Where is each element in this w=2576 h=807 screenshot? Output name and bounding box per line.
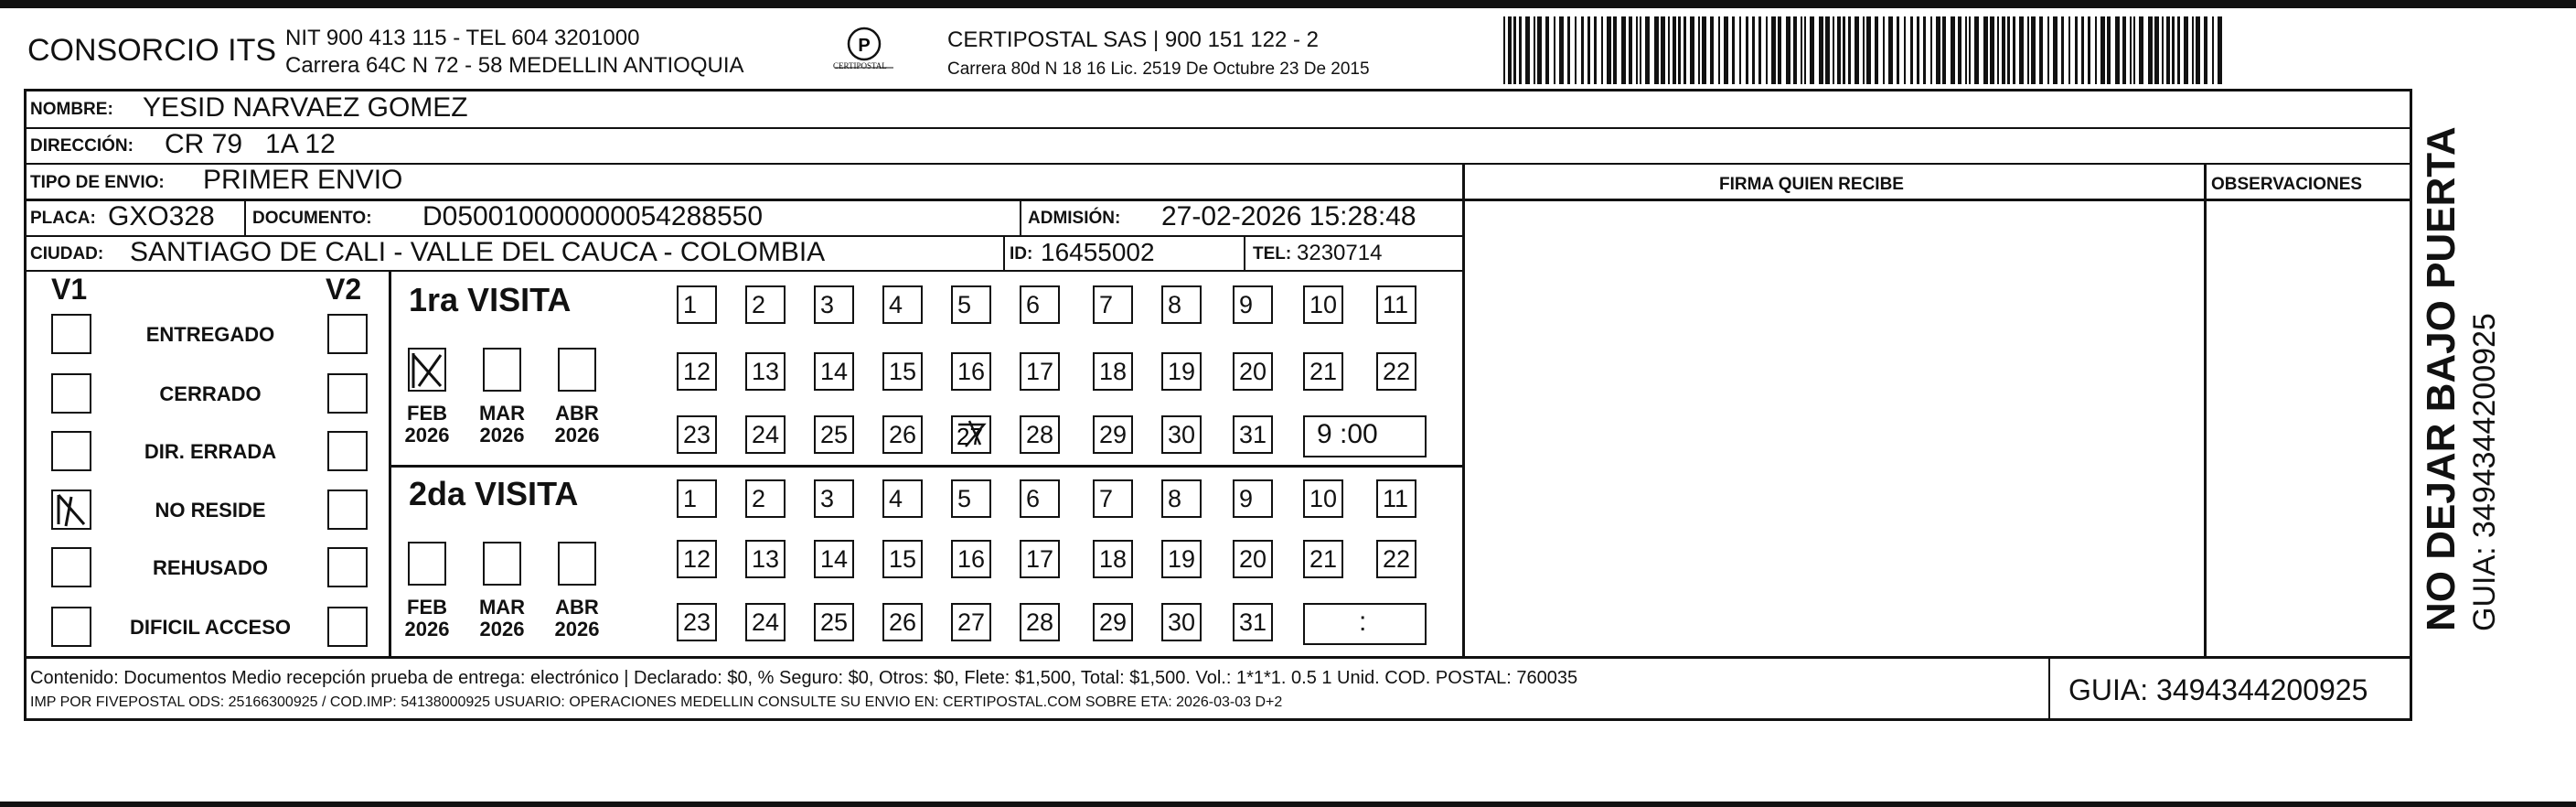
first-visit-time: 9 :00 bbox=[1317, 419, 1378, 449]
barcode-bar bbox=[2088, 16, 2090, 84]
barcode-bar bbox=[1525, 16, 1530, 84]
tel-value: 3230714 bbox=[1297, 241, 1383, 265]
barcode-bar bbox=[1997, 16, 1999, 84]
status-v1-checkbox[interactable] bbox=[51, 547, 91, 587]
barcode-bar bbox=[1724, 16, 1728, 84]
barcode-bar bbox=[1698, 16, 1700, 84]
tel-label: TEL: bbox=[1253, 244, 1292, 264]
barcode-bar bbox=[1629, 16, 1632, 84]
barcode-bar bbox=[2148, 16, 2153, 84]
side-guia: GUIA: 3494344200925 bbox=[2467, 313, 2502, 631]
barcode-bar bbox=[1537, 16, 1542, 84]
first-visit-day-box[interactable]: 15 bbox=[882, 352, 923, 391]
second-visit-day-box[interactable]: 25 bbox=[814, 603, 854, 641]
v2-label: V2 bbox=[326, 273, 362, 306]
barcode-bar bbox=[1766, 16, 1768, 84]
second-visit-day-box[interactable]: 5 bbox=[951, 479, 991, 518]
second-visit-title: 2da VISITA bbox=[409, 475, 579, 512]
second-month-label: FEB bbox=[407, 596, 447, 619]
barcode-bar bbox=[1534, 16, 1535, 84]
barcode-bar bbox=[2039, 16, 2043, 84]
documento-value: D050010000000054288550 bbox=[422, 201, 764, 231]
second-visit-day-box[interactable]: 9 bbox=[1233, 479, 1273, 518]
first-month-year: 2026 bbox=[554, 424, 600, 447]
first-visit-title: 1ra VISITA bbox=[409, 281, 572, 318]
barcode-bar bbox=[1904, 16, 1906, 84]
second-visit-day-box[interactable]: 14 bbox=[814, 540, 854, 578]
second-visit-day-box[interactable]: 12 bbox=[677, 540, 717, 578]
barcode-bar bbox=[1758, 16, 1761, 84]
status-v1-checkbox[interactable] bbox=[51, 490, 91, 530]
barcode-bar bbox=[2130, 16, 2132, 84]
barcode-bar bbox=[2068, 16, 2070, 84]
barcode-bar bbox=[1508, 16, 1512, 84]
status-label: DIR. ERRADA bbox=[144, 440, 277, 463]
barcode-bar bbox=[2053, 16, 2058, 84]
barcode-bar bbox=[1793, 16, 1797, 84]
frame-left bbox=[24, 89, 27, 720]
first-visit-day-box[interactable]: 8 bbox=[1161, 285, 1202, 324]
barcode-bar bbox=[1718, 16, 1720, 84]
barcode-bar bbox=[1678, 16, 1681, 84]
first-visit-day-box[interactable]: 21 bbox=[1303, 352, 1343, 391]
second-month-box-feb[interactable] bbox=[408, 542, 446, 586]
svg-text:27: 27 bbox=[957, 423, 983, 450]
barcode-bar bbox=[1965, 16, 1967, 84]
status-label: NO RESIDE bbox=[155, 499, 266, 522]
barcode-bar bbox=[1990, 16, 1994, 84]
first-visit-day-box[interactable]: 5 bbox=[951, 285, 991, 324]
first-visit-day-box[interactable]: 9 bbox=[1233, 285, 1273, 324]
second-visit-day-box[interactable]: 13 bbox=[745, 540, 786, 578]
first-month-box-mar[interactable] bbox=[483, 348, 521, 392]
barcode-bar bbox=[2019, 16, 2024, 84]
first-visit-day-box[interactable]: 17 bbox=[1020, 352, 1060, 391]
barcode-bar bbox=[1804, 16, 1806, 84]
first-visit-day-box[interactable]: 26 bbox=[882, 415, 923, 454]
barcode-bar bbox=[1983, 16, 1988, 84]
barcode-bar bbox=[2122, 16, 2126, 84]
status-v2-checkbox[interactable] bbox=[327, 431, 368, 471]
barcode-bar bbox=[1848, 16, 1851, 84]
second-month-label: ABR bbox=[555, 596, 599, 619]
barcode-bar bbox=[2061, 16, 2064, 84]
status-v2-checkbox[interactable] bbox=[327, 373, 368, 414]
first-visit-day-box[interactable]: 11 bbox=[1376, 285, 1416, 324]
barcode-bar bbox=[1621, 16, 1626, 84]
barcode-bar bbox=[2100, 16, 2105, 84]
second-visit-day-box[interactable]: 4 bbox=[882, 479, 923, 518]
second-visit-day-box[interactable]: 29 bbox=[1093, 603, 1133, 641]
barcode-bar bbox=[1819, 16, 1823, 84]
second-visit-day-box[interactable]: 23 bbox=[677, 603, 717, 641]
company-nit: NIT 900 413 115 - TEL 604 3201000 bbox=[285, 26, 640, 50]
second-visit-day-box[interactable]: 3 bbox=[814, 479, 854, 518]
status-label: CERRADO bbox=[159, 382, 262, 405]
admision-label: ADMISIÓN: bbox=[1028, 209, 1121, 228]
barcode-bar bbox=[1702, 16, 1706, 84]
first-visit-day-box[interactable]: 7 bbox=[1093, 285, 1133, 324]
v1-label: V1 bbox=[51, 273, 88, 306]
status-v2-checkbox[interactable] bbox=[327, 607, 368, 647]
footer-imp: IMP POR FIVEPOSTAL ODS: 25166300925 / COD.IMP: 54138000925 USUARIO: OPERACIONES MEDELLIN CONSULTE SU ENVIO EN: CERTIPOSTAL.COM SOBRE ETA: 2026-03-03 D+2 bbox=[30, 694, 1283, 710]
barcode-bar bbox=[1771, 16, 1776, 84]
certipostal-logo-text: CERTIPOSTAL bbox=[833, 61, 887, 70]
barcode-bar bbox=[2027, 16, 2029, 84]
barcode-bar bbox=[1640, 16, 1641, 84]
first-month-label: ABR bbox=[555, 402, 599, 425]
svg-text:P: P bbox=[858, 36, 871, 56]
barcode-bar bbox=[2184, 16, 2188, 84]
barcode-bar bbox=[1778, 16, 1781, 84]
bottom-border bbox=[0, 802, 2576, 807]
first-visit-day-box[interactable]: 24 bbox=[745, 415, 786, 454]
frame-bottom bbox=[24, 718, 2412, 721]
placa-value: GXO328 bbox=[108, 201, 215, 231]
top-border bbox=[0, 0, 2576, 8]
first-visit-day-box[interactable]: 25 bbox=[814, 415, 854, 454]
barcode-bar bbox=[2218, 16, 2222, 84]
barcode-bar bbox=[2139, 16, 2143, 84]
doc-adm-divider bbox=[1020, 200, 1021, 235]
second-visit-day-box[interactable]: 11 bbox=[1376, 479, 1416, 518]
first-visit-day-box[interactable]: 18 bbox=[1093, 352, 1133, 391]
id-tel-divider bbox=[1244, 235, 1245, 270]
second-visit-day-box[interactable]: 21 bbox=[1303, 540, 1343, 578]
first-visit-day-box[interactable]: 30 bbox=[1161, 415, 1202, 454]
barcode-bar bbox=[1673, 16, 1676, 84]
obs-left-line bbox=[2204, 165, 2207, 657]
first-visit-day-box[interactable]: 1 bbox=[677, 285, 717, 324]
barcode-bar bbox=[1690, 16, 1694, 84]
first-month-box-abr[interactable] bbox=[558, 348, 596, 392]
barcode-bar bbox=[2154, 16, 2159, 84]
barcode-bar bbox=[1746, 16, 1748, 84]
first-visit-day-box[interactable]: 2 bbox=[745, 285, 786, 324]
barcode-bar bbox=[1503, 16, 1505, 84]
second-month-year: 2026 bbox=[554, 618, 600, 640]
barcode-bar bbox=[1863, 16, 1865, 84]
barcode-bar bbox=[2002, 16, 2005, 84]
second-month-box-abr[interactable] bbox=[558, 542, 596, 586]
row-line-5 bbox=[24, 270, 1463, 272]
status-v1-checkbox[interactable] bbox=[51, 373, 91, 414]
second-visit-day-box[interactable]: 10 bbox=[1303, 479, 1343, 518]
id-value: 16455002 bbox=[1041, 238, 1155, 266]
documento-label: DOCUMENTO: bbox=[252, 209, 372, 228]
barcode-bar bbox=[2212, 16, 2214, 84]
barcode bbox=[1500, 16, 2231, 84]
row-line-6 bbox=[24, 656, 2412, 659]
firma-header: FIRMA QUIEN RECIBE bbox=[1719, 175, 1904, 194]
ciudad-value: SANTIAGO DE CALI - VALLE DEL CAUCA - COLOMBIA bbox=[130, 237, 826, 267]
status-label: DIFICIL ACCESO bbox=[129, 616, 292, 639]
status-v1-checkbox[interactable] bbox=[51, 607, 91, 647]
first-visit-day-box[interactable]: 4 bbox=[882, 285, 923, 324]
status-v2-checkbox[interactable] bbox=[327, 547, 368, 587]
barcode-bar bbox=[2192, 16, 2194, 84]
first-visit-day-box[interactable]: 3 bbox=[814, 285, 854, 324]
second-visit-day-box[interactable]: 19 bbox=[1161, 540, 1202, 578]
barcode-bar bbox=[1668, 16, 1670, 84]
first-visit-day-box[interactable]: 14 bbox=[814, 352, 854, 391]
first-visit-day-box[interactable]: 20 bbox=[1233, 352, 1273, 391]
barcode-bar bbox=[2115, 16, 2120, 84]
second-month-year: 2026 bbox=[404, 618, 450, 640]
barcode-bar bbox=[2007, 16, 2010, 84]
barcode-bar bbox=[1837, 16, 1841, 84]
barcode-bar bbox=[1810, 16, 1814, 84]
first-visit-day-box[interactable]: 22 bbox=[1376, 352, 1416, 391]
first-visit-day-box[interactable]: 6 bbox=[1020, 285, 1060, 324]
barcode-bar bbox=[1601, 16, 1603, 84]
first-visit-day-box[interactable]: 16 bbox=[951, 352, 991, 391]
first-month-year: 2026 bbox=[404, 424, 450, 447]
barcode-bar bbox=[1917, 16, 1919, 84]
barcode-bar bbox=[1888, 16, 1893, 84]
frame-right bbox=[2410, 89, 2412, 720]
barcode-bar bbox=[1936, 16, 1940, 84]
barcode-bar bbox=[1958, 16, 1961, 84]
barcode-bar bbox=[2107, 16, 2111, 84]
company-address: Carrera 64C N 72 - 58 MEDELLIN ANTIOQUIA bbox=[285, 53, 744, 78]
first-month-label: MAR bbox=[478, 402, 526, 425]
barcode-bar bbox=[1969, 16, 1971, 84]
second-visit-day-box[interactable]: 1 bbox=[677, 479, 717, 518]
footer-guia: GUIA: 3494344200925 bbox=[2068, 673, 2368, 706]
observaciones-header: OBSERVACIONES bbox=[2211, 175, 2363, 194]
second-visit-day-box[interactable]: 8 bbox=[1161, 479, 1202, 518]
barcode-bar bbox=[1581, 16, 1584, 84]
barcode-bar bbox=[1645, 16, 1650, 84]
second-visit-day-box[interactable]: 24 bbox=[745, 603, 786, 641]
status-v2-checkbox[interactable] bbox=[327, 490, 368, 530]
status-label: REHUSADO bbox=[153, 556, 268, 579]
second-month-box-mar[interactable] bbox=[483, 542, 521, 586]
nombre-label: NOMBRE: bbox=[30, 100, 113, 119]
ciudad-id-divider bbox=[1003, 235, 1005, 270]
second-visit-day-box[interactable]: 22 bbox=[1376, 540, 1416, 578]
barcode-bar bbox=[2177, 16, 2180, 84]
tipo-envio-value: PRIMER ENVIO bbox=[203, 165, 403, 195]
barcode-bar bbox=[1710, 16, 1714, 84]
firma-left-line bbox=[1462, 165, 1465, 657]
first-visit-day-box[interactable]: 28 bbox=[1020, 415, 1060, 454]
barcode-bar bbox=[1974, 16, 1979, 84]
barcode-bar bbox=[2196, 16, 2200, 84]
barcode-bar bbox=[1825, 16, 1830, 84]
barcode-bar bbox=[2013, 16, 2015, 84]
barcode-bar bbox=[2204, 16, 2207, 84]
frame-top bbox=[24, 89, 2412, 91]
first-visit-day-box[interactable]: 29 bbox=[1093, 415, 1133, 454]
footer-contenido: Contenido: Documentos Medio recepción prueba de entrega: electrónico | Declarado: $0, % Seguro: $0, Otros: $0, Flete: $1,500, Total: $1,500. Vol.: 1*1*1. 0.5 1 Unid. COD. POSTAL: 760035 bbox=[30, 668, 1578, 688]
barcode-bar bbox=[2031, 16, 2036, 84]
barcode-bar bbox=[2162, 16, 2164, 84]
barcode-bar bbox=[2133, 16, 2135, 84]
second-visit-day-box[interactable]: 18 bbox=[1093, 540, 1133, 578]
barcode-bar bbox=[2081, 16, 2084, 84]
barcode-bar bbox=[1732, 16, 1735, 84]
status-visit-divider bbox=[389, 270, 391, 657]
barcode-bar bbox=[1559, 16, 1564, 84]
barcode-bar bbox=[1942, 16, 1946, 84]
company-name: CONSORCIO ITS bbox=[27, 33, 277, 68]
barcode-bar bbox=[1786, 16, 1790, 84]
second-visit-day-box[interactable]: 16 bbox=[951, 540, 991, 578]
second-month-label: MAR bbox=[478, 596, 526, 619]
status-v1-checkbox[interactable] bbox=[51, 431, 91, 471]
status-label: ENTREGADO bbox=[145, 323, 275, 346]
second-month-year: 2026 bbox=[479, 618, 525, 640]
second-visit-day-box[interactable]: 26 bbox=[882, 603, 923, 641]
first-month-label: FEB bbox=[407, 402, 447, 425]
barcode-bar bbox=[1801, 16, 1802, 84]
barcode-bar bbox=[1855, 16, 1859, 84]
barcode-bar bbox=[1930, 16, 1932, 84]
second-visit-time: : bbox=[1359, 607, 1367, 637]
status-v2-checkbox[interactable] bbox=[327, 314, 368, 354]
barcode-bar bbox=[2047, 16, 2049, 84]
second-visit-day-box[interactable]: 7 bbox=[1093, 479, 1133, 518]
barcode-bar bbox=[1661, 16, 1665, 84]
barcode-bar bbox=[1875, 16, 1878, 84]
second-visit-day-box[interactable]: 17 bbox=[1020, 540, 1060, 578]
second-visit-day-box[interactable]: 15 bbox=[882, 540, 923, 578]
barcode-bar bbox=[1883, 16, 1885, 84]
barcode-bar bbox=[1519, 16, 1522, 84]
barcode-bar bbox=[1613, 16, 1617, 84]
barcode-bar bbox=[1897, 16, 1899, 84]
side-no-dejar: NO DEJAR BAJO PUERTA bbox=[2419, 126, 2464, 631]
certipostal-logo bbox=[828, 24, 901, 79]
barcode-bar bbox=[1513, 16, 1516, 84]
barcode-bar bbox=[2172, 16, 2175, 84]
first-visit-day-box[interactable]: 12 bbox=[677, 352, 717, 391]
second-visit-day-box[interactable]: 28 bbox=[1020, 603, 1060, 641]
direccion-label: DIRECCIÓN: bbox=[30, 136, 134, 156]
barcode-bar bbox=[1910, 16, 1913, 84]
barcode-bar bbox=[1752, 16, 1755, 84]
barcode-bar bbox=[1554, 16, 1555, 84]
first-visit-day-box[interactable]: 31 bbox=[1233, 415, 1273, 454]
first-visit-day-box[interactable]: 23 bbox=[677, 415, 717, 454]
second-visit-day-box[interactable]: 30 bbox=[1161, 603, 1202, 641]
barcode-bar bbox=[1567, 16, 1570, 84]
barcode-bar bbox=[1607, 16, 1611, 84]
first-month-year: 2026 bbox=[479, 424, 525, 447]
barcode-bar bbox=[2075, 16, 2078, 84]
first-visit-day-box[interactable]: 10 bbox=[1303, 285, 1343, 324]
certipostal-line2: Carrera 80d N 18 16 Lic. 2519 De Octubre 23 De 2015 bbox=[947, 59, 1370, 79]
barcode-bar bbox=[1575, 16, 1577, 84]
barcode-bar bbox=[1739, 16, 1741, 84]
tipo-envio-label: TIPO DE ENVIO: bbox=[30, 173, 165, 192]
barcode-bar bbox=[2095, 16, 2097, 84]
placa-doc-divider bbox=[244, 200, 246, 235]
barcode-bar bbox=[1587, 16, 1590, 84]
direccion-value: CR 79 1A 12 bbox=[165, 129, 336, 159]
nombre-value: YESID NARVAEZ GOMEZ bbox=[143, 92, 468, 123]
ciudad-label: CIUDAD: bbox=[30, 244, 104, 264]
barcode-bar bbox=[1951, 16, 1955, 84]
placa-label: PLACA: bbox=[30, 209, 96, 228]
barcode-bar bbox=[1654, 16, 1659, 84]
certipostal-line1: CERTIPOSTAL SAS | 900 151 122 - 2 bbox=[947, 27, 1319, 52]
second-visit-day-box[interactable]: 6 bbox=[1020, 479, 1060, 518]
barcode-bar bbox=[1843, 16, 1845, 84]
barcode-bar bbox=[1594, 16, 1597, 84]
barcode-bar bbox=[1545, 16, 1549, 84]
first-visit-day-box[interactable]: 19 bbox=[1161, 352, 1202, 391]
barcode-bar bbox=[1923, 16, 1926, 84]
barcode-bar bbox=[1833, 16, 1834, 84]
guia-box-divider bbox=[2048, 656, 2050, 720]
visit-split-line bbox=[389, 465, 1463, 468]
barcode-bar bbox=[2166, 16, 2170, 84]
second-visit-day-box[interactable]: 2 bbox=[745, 479, 786, 518]
second-visit-day-box[interactable]: 20 bbox=[1233, 540, 1273, 578]
barcode-bar bbox=[1636, 16, 1638, 84]
admision-value: 27-02-2026 15:28:48 bbox=[1161, 201, 1416, 231]
id-label: ID: bbox=[1010, 244, 1033, 264]
barcode-bar bbox=[1866, 16, 1871, 84]
second-visit-day-box[interactable]: 31 bbox=[1233, 603, 1273, 641]
first-visit-day-box[interactable]: 13 bbox=[745, 352, 786, 391]
first-month-box-feb[interactable] bbox=[408, 348, 446, 392]
second-visit-day-box[interactable]: 27 bbox=[951, 603, 991, 641]
barcode-bar bbox=[1683, 16, 1686, 84]
first-visit-day-box-marked[interactable] bbox=[951, 415, 991, 454]
status-v1-checkbox[interactable] bbox=[51, 314, 91, 354]
row-line-1 bbox=[24, 127, 2412, 129]
